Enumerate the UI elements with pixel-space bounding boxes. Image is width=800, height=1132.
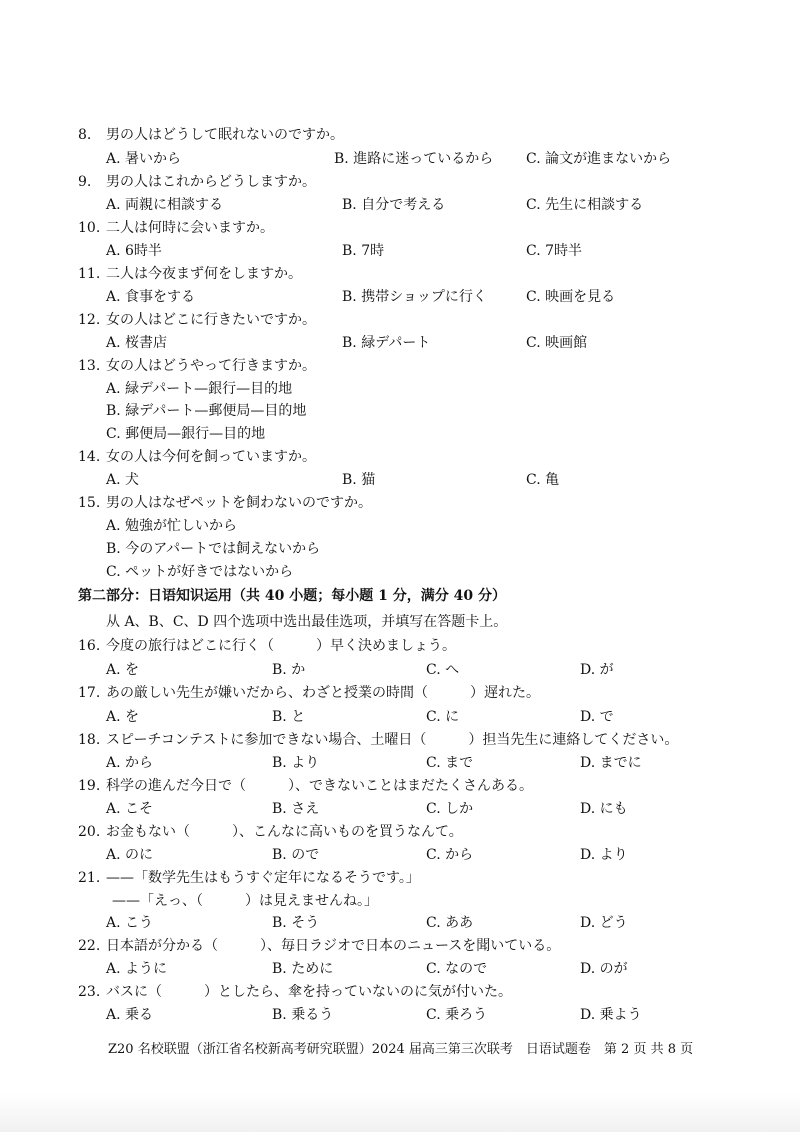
- option-a: A. 勉強が忙しいから: [106, 518, 238, 534]
- question-number: 22.: [78, 938, 101, 954]
- option-c: C. まで: [426, 755, 474, 771]
- question-text: 二人は何時に会いますか。: [106, 220, 274, 236]
- option-d: D. が: [580, 662, 614, 678]
- question-20: [78, 823, 463, 841]
- question-10: [78, 219, 274, 237]
- options-21: [106, 914, 786, 932]
- option-a: A. のに: [106, 847, 154, 863]
- options-20: [106, 846, 786, 864]
- option-d: D. どう: [580, 915, 628, 931]
- question-number: 11.: [78, 266, 101, 282]
- options-9: [106, 196, 786, 214]
- option-c: C. ペットが好きではないから: [106, 564, 294, 580]
- option-b: B. と: [272, 709, 306, 725]
- option-d: D. より: [580, 847, 628, 863]
- option-c: C. 7時半: [526, 243, 583, 259]
- question-16: [78, 637, 456, 655]
- option-b: B. さえ: [272, 801, 320, 817]
- question-number: 18.: [78, 732, 101, 748]
- question-text: あの厳しい先生が嫌いだから、わざと授業の時間（ ）遅れた。: [106, 685, 540, 701]
- question-15: [78, 494, 372, 512]
- option-c: C. 映画館: [526, 335, 588, 351]
- question-8: [78, 126, 344, 144]
- options-11: [106, 288, 786, 306]
- option-c: C. から: [426, 847, 474, 863]
- page-footer: Z20 名校联盟（浙江省名校新高考研究联盟）2024 届高三第三次联考 日语试题卷 第 2 页 共 8 页: [108, 1042, 694, 1057]
- question-text: ——「数学先生はもうすぐ定年になるそうです。」: [106, 870, 420, 886]
- option-d: D. で: [580, 709, 614, 725]
- question-text: 女の人はどうやって行きますか。: [106, 358, 316, 374]
- option-b: B. 7時: [342, 243, 385, 259]
- option-c: C. 映画を見る: [526, 289, 616, 305]
- options-23: [106, 1006, 786, 1024]
- option-a: A. を: [106, 709, 140, 725]
- option-c: C. なので: [426, 961, 488, 977]
- question-13: [78, 357, 316, 375]
- option-c: C. 郵便局—銀行—目的地: [106, 426, 266, 442]
- question-number: 17.: [78, 685, 101, 701]
- question-number: 12.: [78, 312, 101, 328]
- option-c: C. に: [426, 709, 460, 725]
- option-c: C. ああ: [426, 915, 474, 931]
- option-b: B. より: [272, 755, 320, 771]
- question-number: 13.: [78, 358, 101, 374]
- options-14: [106, 471, 786, 489]
- question-17: [78, 684, 540, 702]
- question-19: [78, 777, 533, 795]
- option-c: C. 先生に相談する: [526, 197, 644, 213]
- question-text: 男の人はこれからどうしますか。: [106, 174, 316, 190]
- question-text: 日本語が分かる（ ）、毎日ラジオで日本のニュースを聞いている。: [106, 938, 561, 954]
- option-a: A. 食事をする: [106, 289, 196, 305]
- option-b: B. 自分で考える: [342, 197, 446, 213]
- question-18: [78, 731, 678, 749]
- option-b: B. 猫: [342, 472, 376, 488]
- option-b: B. か: [272, 662, 306, 678]
- options-16: [106, 661, 786, 679]
- option-b: B. 進路に迷っているから: [334, 151, 494, 167]
- section-2-instruction: 从 A、B、C、D 四个选项中选出最佳选项，并填写在答题卡上。: [106, 614, 508, 630]
- question-14: [78, 448, 316, 466]
- options-19: [106, 800, 786, 818]
- option-b: B. ので: [272, 847, 320, 863]
- question-text: 女の人は今何を飼っていますか。: [106, 449, 316, 465]
- options-12: [106, 334, 786, 352]
- option-a: A. 両親に相談する: [106, 197, 224, 213]
- option-b: B. そう: [272, 915, 320, 931]
- question-text: お金もない（ ）、こんなに高いものを買うなんて。: [106, 824, 463, 840]
- options-8: [106, 150, 786, 168]
- question-text: 男の人はなぜペットを飼わないのですか。: [106, 495, 372, 511]
- question-22: [78, 937, 560, 955]
- option-b: B. 今のアパートでは飼えないから: [106, 541, 321, 557]
- option-a: A. 桜書店: [106, 335, 168, 351]
- option-b: B. ために: [272, 961, 334, 977]
- option-c: C. 論文が進まないから: [526, 151, 672, 167]
- question-number: 16.: [78, 638, 101, 654]
- question-text: 男の人はどうして眠れないのですか。: [106, 127, 344, 143]
- question-text: 科学の進んだ今日で（ ）、できないことはまだたくさんある。: [106, 778, 533, 794]
- option-a: A. 犬: [106, 472, 140, 488]
- option-c: C. へ: [426, 662, 460, 678]
- option-b: B. 緑デパート: [342, 335, 431, 351]
- question-21-line-2: ——「えっ、（ ）は見えませんね。」: [112, 893, 378, 909]
- question-9: [78, 173, 316, 191]
- option-a: A. から: [106, 755, 154, 771]
- question-number: 14.: [78, 449, 101, 465]
- question-number: 8.: [78, 127, 92, 143]
- question-text: 女の人はどこに行きたいですか。: [106, 312, 316, 328]
- question-text: スピーチコンテストに参加できない場合、土曜日（ ）担当先生に連絡してください。: [106, 732, 679, 748]
- question-number: 10.: [78, 220, 101, 236]
- question-12: [78, 311, 316, 329]
- question-21: [78, 869, 420, 887]
- option-d: D. のが: [580, 961, 628, 977]
- option-a: A. 乗る: [106, 1007, 154, 1023]
- options-22: [106, 960, 786, 978]
- question-number: 21.: [78, 870, 101, 886]
- option-b: B. 携帯ショップに行く: [342, 289, 487, 305]
- option-a: A. 緑デパート—銀行—目的地: [106, 381, 293, 397]
- options-18: [106, 754, 786, 772]
- question-number: 15.: [78, 495, 101, 511]
- option-b: B. 乗るう: [272, 1007, 334, 1023]
- option-a: A. こう: [106, 915, 154, 931]
- option-c: C. しか: [426, 801, 474, 817]
- question-text: 今度の旅行はどこに行く（ ）早く決めましょう。: [106, 638, 456, 654]
- options-10: [106, 242, 786, 260]
- question-number: 9.: [78, 174, 92, 190]
- question-23: [78, 983, 512, 1001]
- option-b: B. 緑デパート—郵便局—目的地: [106, 403, 307, 419]
- option-d: D. にも: [580, 801, 628, 817]
- section-2-title: 第二部分：日语知识运用（共 40 小题；每小题 1 分，满分 40 分）: [78, 588, 506, 604]
- option-d: D. 乗よう: [580, 1007, 642, 1023]
- option-d: D. までに: [580, 755, 642, 771]
- question-text: 二人は今夜まず何をしますか。: [106, 266, 302, 282]
- question-text: バスに（ ）としたら、傘を持っていないのに気が付いた。: [106, 984, 512, 1000]
- option-a: A. ように: [106, 961, 168, 977]
- option-a: A. 6時半: [106, 243, 162, 259]
- question-number: 20.: [78, 824, 101, 840]
- question-number: 23.: [78, 984, 101, 1000]
- option-c: C. 亀: [526, 472, 560, 488]
- option-a: A. こそ: [106, 801, 154, 817]
- option-c: C. 乗ろう: [426, 1007, 488, 1023]
- option-a: A. を: [106, 662, 140, 678]
- option-a: A. 暑いから: [106, 151, 182, 167]
- question-number: 19.: [78, 778, 101, 794]
- options-17: [106, 708, 786, 726]
- question-11: [78, 265, 302, 283]
